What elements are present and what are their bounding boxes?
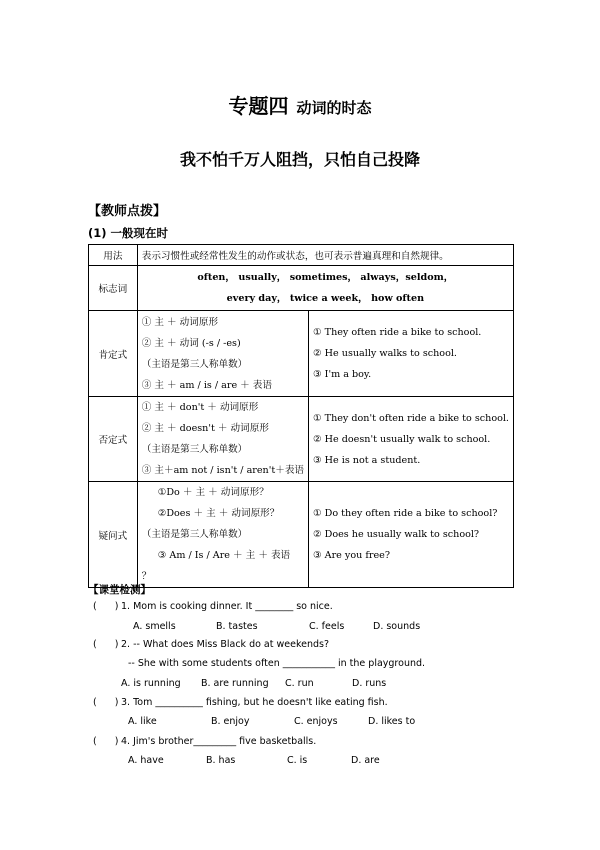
option-c: C. feels (309, 621, 345, 632)
example-line: ② He usually walks to school. (313, 348, 457, 359)
table-row (89, 482, 514, 588)
usage-text: 表示习惯性或经常性发生的动作或状态，也可表示普遍真理和自然规律。 (137, 245, 513, 266)
option-c: C. enjoys (294, 716, 338, 727)
signal-line-2: every day， twice a week， how often (226, 293, 425, 304)
answer-paren: ( ) (93, 697, 119, 708)
question-item (93, 736, 316, 747)
question-text: 1. Mom is cooking dinner. It ________ so nice. (121, 601, 333, 612)
signal-label: 标志词 (89, 266, 138, 311)
rule-line: ？ (141, 571, 152, 582)
option-d: D. runs (352, 678, 387, 689)
rule-line: ③ Am / Is / Are ＋ 主 ＋ 表语 (157, 550, 291, 561)
class-test-heading: 【课堂检测】 (88, 584, 151, 596)
subsection-heading: (1) 一般现在时 (88, 226, 169, 240)
answer-paren: ( ) (93, 601, 119, 612)
example-line: ③ I'm a boy. (313, 369, 372, 380)
table-row (89, 397, 514, 482)
option-b: B. are running (201, 678, 269, 689)
option-b: B. enjoy (211, 716, 250, 727)
title-sub: 动词的时态 (296, 99, 372, 117)
rule-line: ③ 主 ＋ am / is / are ＋ 表语 (141, 379, 272, 391)
page-title (0, 90, 600, 119)
option-a: A. smells (133, 621, 176, 632)
positive-rules (137, 311, 308, 397)
option-d: D. sounds (373, 621, 421, 632)
option-a: A. have (128, 755, 164, 766)
option-a: A. is running (121, 678, 181, 689)
rule-line: （主语是第三人称单数） (141, 529, 248, 540)
question-label: 疑问式 (89, 482, 138, 588)
option-d: D. are (351, 755, 380, 766)
rule-line: ①Do ＋ 主 ＋ 动词原形？ (157, 487, 269, 498)
question-item (93, 639, 329, 650)
motto: 我不怕千万人阻挡，只怕自己投降 (179, 150, 420, 169)
rule-line: ① 主 ＋ don't ＋ 动词原形 (141, 402, 259, 413)
question-rules (137, 482, 308, 588)
answer-paren: ( ) (93, 736, 119, 747)
example-line: ① They often ride a bike to school. (313, 327, 482, 338)
option-a: A. like (128, 716, 157, 727)
question-text: 4. Jim's brother_________ five basketballs. (121, 736, 317, 747)
example-line: ③ Are you free? (313, 550, 390, 561)
example-line: ② Does he usually walk to school? (313, 529, 480, 540)
usage-label: 用法 (89, 245, 138, 266)
option-d: D. likes to (368, 716, 416, 727)
table-row (89, 311, 514, 397)
rule-line: ③ 主＋am not / isn't / aren't＋表语 (141, 465, 305, 476)
option-b: B. tastes (216, 621, 258, 632)
negative-label: 否定式 (89, 397, 138, 482)
negative-examples (309, 397, 514, 482)
rule-line: ① 主 ＋ 动词原形 (141, 316, 219, 328)
rule-line: （主语是第三人称单数） (141, 358, 248, 370)
positive-examples (309, 311, 514, 397)
rule-line: ②Does ＋ 主 ＋ 动词原形？ (157, 508, 280, 519)
example-line: ① They don't often ride a bike to school. (313, 412, 509, 424)
question-item (93, 601, 333, 612)
table-row (89, 266, 514, 311)
example-line: ① Do they often ride a bike to school? (313, 508, 498, 519)
option-c: C. run (285, 678, 314, 689)
question-examples (309, 482, 514, 588)
title-main: 专题四 (228, 94, 289, 118)
question-text-2: -- She with some students often ___________ in the playground. (128, 658, 426, 669)
table-row (89, 245, 514, 266)
option-c: C. is (287, 755, 308, 766)
question-item (93, 697, 388, 708)
positive-label: 肯定式 (89, 311, 138, 397)
negative-rules (137, 397, 308, 482)
question-text: 2. -- What does Miss Black do at weekends? (121, 639, 330, 650)
signal-words (137, 266, 513, 311)
example-line: ③ He is not a student. (313, 454, 421, 466)
grammar-table (88, 244, 514, 588)
teacher-section-heading: 【教师点拨】 (88, 204, 167, 219)
signal-line-1: often， usually， sometimes， always，seldom， (197, 272, 454, 283)
option-b: B. has (206, 755, 236, 766)
question-text: 3. Tom __________ fishing, but he doesn't like eating fish. (121, 697, 388, 708)
rule-line: ② 主 ＋ 动词 (-s / -es) (141, 337, 241, 349)
example-line: ② He doesn't usually walk to school. (313, 433, 491, 445)
answer-paren: ( ) (93, 639, 119, 650)
rule-line: ② 主 ＋ doesn't ＋ 动词原形 (141, 423, 269, 434)
rule-line: （主语是第三人称单数） (141, 444, 248, 455)
